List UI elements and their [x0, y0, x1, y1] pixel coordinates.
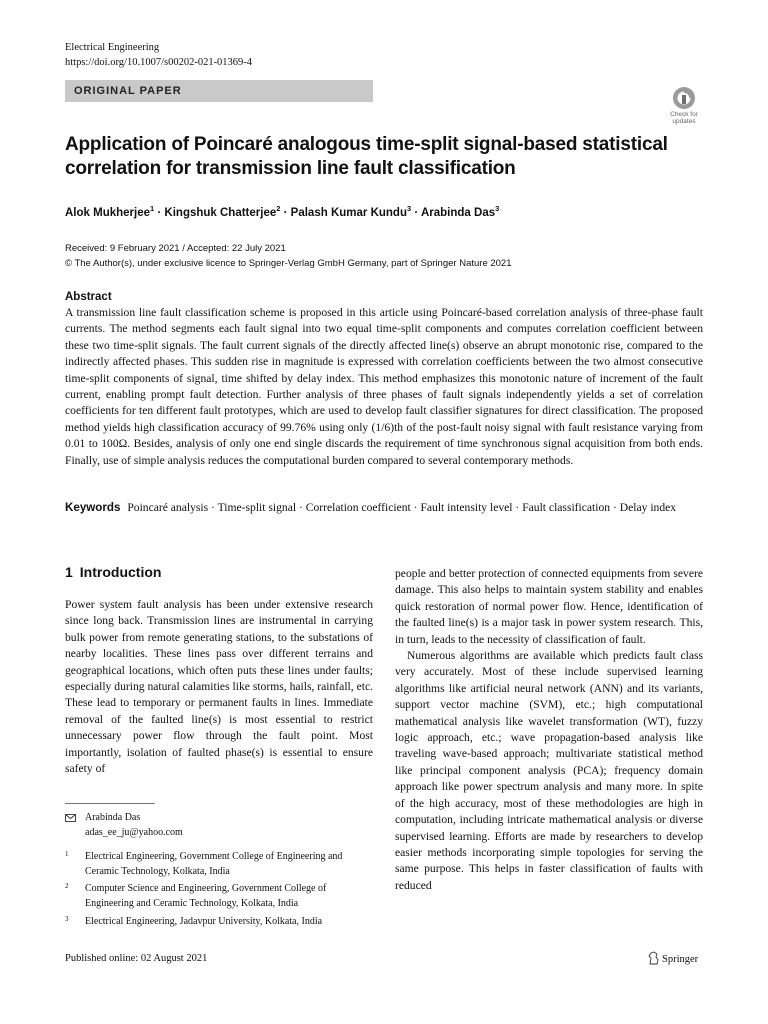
doi-link[interactable]: https://doi.org/10.1007/s00202-021-01369-4 — [65, 57, 253, 68]
article-history — [65, 241, 512, 271]
paper-title: Application of Poincaré analogous time-split signal-based statistical correlation for transmission line fault classification — [65, 134, 668, 179]
author-affiliation-mark: 1 — [150, 204, 155, 213]
footnote-divider — [65, 803, 155, 804]
publisher-logo — [648, 951, 698, 965]
corresponding-author-name: Arabinda Das — [85, 812, 141, 823]
check-updates-line2: updates — [672, 118, 696, 125]
affiliation-number: 3 — [65, 915, 69, 923]
abstract-text: A transmission line fault classification scheme is proposed in this article using Poincaré-based correlation analysis of three-phase fault currents. The method segments each fault signal into two equal time-split components and computes correlation coefficient between these two time-split signals. The fault current signals of the directly affected line(s) observe an abrupt monotonic rise, compared to the indirectly affected phases. This sudden rise in magnitude is expressed with correlation coefficients between the two almost consecutive time-split components of signal, time shifted by delay index. This method emphasizes this monotonic nature of increment of the fault current, enabling prompt fault detection. Further analysis of three phases of fault signals independently yields a set of correlation coefficients for ten different fault prototypes, which are used to develop fault classifier signatures for direct classification. The proposed method yields high classification accuracy of 99.76% using only (1/6)th of the post-fault noisy signal with fault resistance varying from 0.01 to 100Ω. Besides, analysis of only one end single discards the requirement of time synchronous signal acquisition from both ends. Finally, use of simple analysis reduces the computational burden compared to several contemporary methods. — [65, 306, 703, 467]
author-affiliation-mark: 3 — [406, 204, 412, 213]
author-separator: · — [157, 206, 162, 219]
affiliation-text: Electrical Engineering, Government College of Engineering and Ceramic Technology, Kolkata, India — [85, 851, 343, 877]
body-paragraph: Numerous algorithms are available which predicts fault class very accurately. Most of these include supervised learning algorithms like artificial neural network (ANN) and its variants, support vector machine (SVM), etc.; high computational mathematical analysis like wavelet transformation (WT), fuzzy logic approach, etc.; wave propagation-based analysis like traveling wave-based approach; multivariate statistical method like principal component analysis (PCA); frequency domain approach like power spectrum analysis and many more. In spite of the high accuracy, most of these methodologies are high in computation, including intricate mathematical analysis or diverse supervised learning. Efforts are made by researchers to develop easier methods incorporating simple topologies for serving the same purpose. This helps in faster classification of faults with reduced — [395, 649, 703, 892]
publisher-name: Springer — [662, 954, 699, 965]
keywords — [65, 500, 703, 516]
body-paragraph: people and better protection of connected equipments from severe damage. This also helps to maintain system stability and enables quick restoration of normal power flow. Hence, identification of the faulted line(s) is a major task in power system research. This, in turn, leads to the necessity of classification of fault. — [395, 567, 703, 646]
author-name[interactable]: Arabinda Das — [420, 206, 496, 219]
author-list — [65, 204, 725, 219]
affiliation-item — [65, 882, 365, 911]
keywords-text: Poincaré analysis · Time-split signal · Correlation coefficient · Fault intensity level · Fault classification · Delay index — [127, 501, 677, 514]
keywords-label: Keywords — [65, 501, 121, 514]
check-for-updates-badge[interactable] — [664, 86, 704, 125]
copyright-line: © The Author(s), under exclusive licence to Springer-Verlag GmbH Germany, part of Springer Nature 2021 — [65, 258, 512, 269]
affiliation-text: Electrical Engineering, Jadavpur University, Kolkata, India — [85, 916, 323, 927]
author-name[interactable]: Alok Mukherjee — [65, 206, 150, 219]
article-type-banner: ORIGINAL PAPER — [65, 80, 373, 102]
section-heading — [65, 564, 161, 580]
author-separator: · — [414, 206, 419, 219]
springer-horse-icon — [648, 951, 659, 965]
journal-name: Electrical Engineering — [65, 42, 160, 53]
received-accepted-dates: Received: 9 February 2021 / Accepted: 22 July 2021 — [65, 243, 286, 254]
author-affiliation-mark: 2 — [276, 204, 281, 213]
author-name[interactable]: Kingshuk Chatterjee — [164, 206, 277, 219]
body-paragraph: Power system fault analysis has been under extensive research since long back. Transmission lines are instrumental in carrying bulk power from remote generating stations, to the substations of nearby localities. These lines pass over different terrains and geographical locations, which often puts these lines under faults; especially during natural calamities like storms, hails, rainfall, etc. These lead to temporary or permanent faults in lines. Immediate removal of the faulted line(s) is most essential to restrict unnecessary power flow through the fault point. Most importantly, isolation of faulted phase(s) is essential to ensure safety of — [65, 598, 373, 776]
author-name[interactable]: Palash Kumar Kundu — [290, 206, 407, 219]
section-title: Introduction — [79, 564, 162, 580]
body-left-column — [65, 597, 373, 777]
affiliation-item — [65, 850, 365, 879]
affiliation-text: Computer Science and Engineering, Government College of Engineering and Ceramic Technology, Kolkata, India — [85, 883, 327, 909]
section-number: 1 — [65, 564, 73, 580]
author-separator: · — [283, 206, 288, 219]
affiliation-item — [65, 915, 365, 930]
affiliation-number: 2 — [65, 882, 69, 890]
author-affiliation-mark: 3 — [495, 204, 500, 213]
affiliation-number: 1 — [65, 850, 69, 858]
corresponding-author-email[interactable]: adas_ee_ju@yahoo.com — [85, 826, 183, 838]
check-for-updates-icon — [672, 86, 696, 110]
body-right-column — [395, 566, 703, 894]
journal-header — [65, 40, 252, 70]
published-online-date: Published online: 02 August 2021 — [65, 953, 208, 964]
abstract-heading: Abstract — [65, 291, 112, 303]
corresponding-author — [65, 811, 183, 840]
check-updates-line1: Check for — [670, 111, 698, 118]
envelope-icon — [65, 814, 76, 822]
